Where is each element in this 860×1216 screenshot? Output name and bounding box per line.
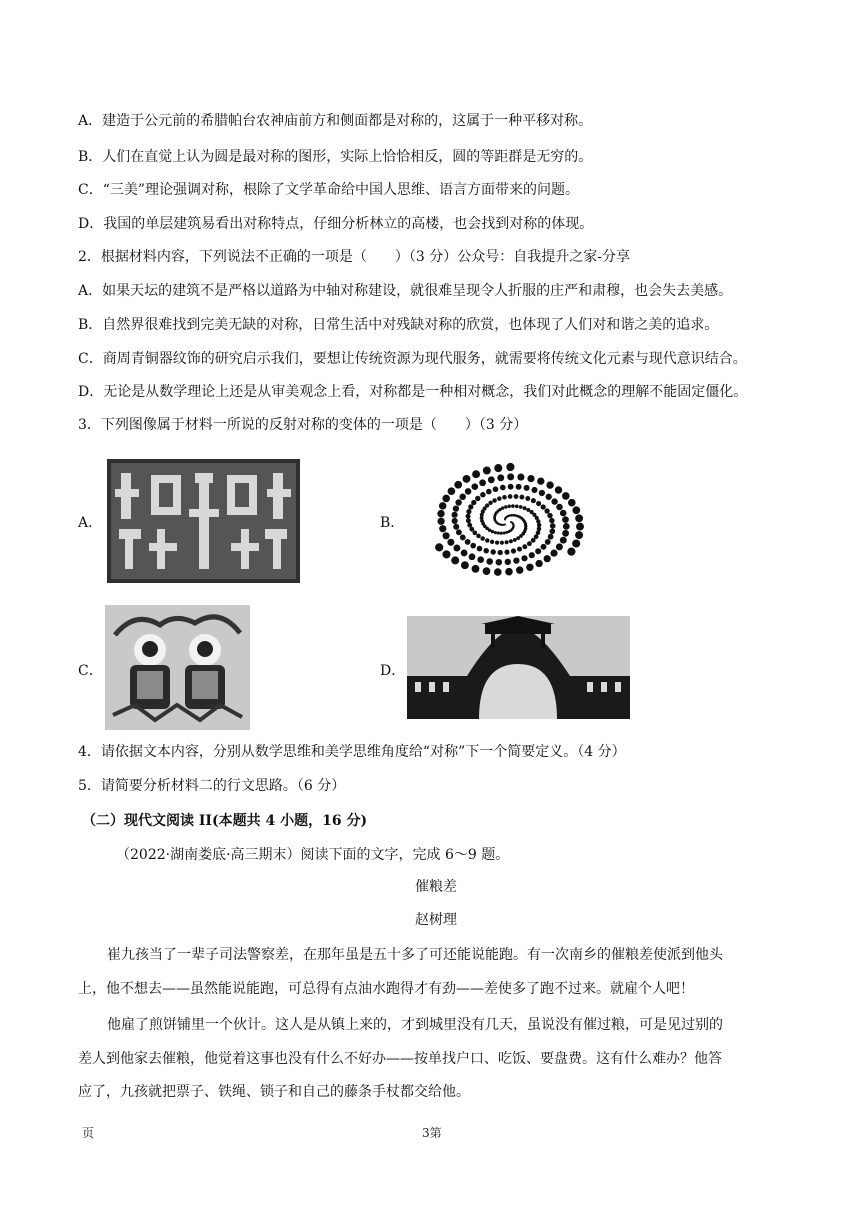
spiral-dot	[531, 487, 537, 493]
spiral-dot	[549, 528, 555, 534]
spiral-dot	[539, 490, 545, 496]
folk-art-image	[105, 605, 250, 730]
spiral-dot	[480, 536, 485, 541]
q1-option-d: D．我国的单层建筑易看出对称特点，仔细分析林立的高楼，也会找到对称的体现。	[78, 216, 594, 232]
spiral-dot	[562, 516, 569, 523]
spiral-dot	[453, 505, 459, 511]
spiral-dot	[563, 523, 570, 530]
spiral-dot	[448, 487, 456, 495]
spiral-dot	[555, 486, 563, 494]
q2-option-b: B．自然界很难找到完美无缺的对称，日常生活中对残缺对称的欣赏，也体现了人们对和谐之美的追求。	[78, 317, 719, 333]
passage-intro: （2022·湖南娄底·高三期末）阅读下面的文字，完成 6～9 题。	[116, 847, 510, 863]
spiral-dot	[544, 508, 549, 513]
spiral-dot	[472, 565, 480, 573]
bronze-rubbing-image	[107, 459, 300, 583]
spiral-dot	[526, 508, 530, 512]
spiral-dot	[485, 538, 489, 542]
spiral-dot	[508, 484, 514, 490]
paragraph-line: 崔九孩当了一辈子司法警察差，在那年虽是五十多了可还能说能跑。有一次南乡的催粮差使派到他头	[107, 947, 723, 963]
spiral-dot	[575, 514, 583, 522]
spiral-dot	[443, 532, 450, 539]
spiral-dot	[550, 550, 557, 557]
spiral-dot	[502, 495, 507, 500]
q2-option-d: D．无论是从数学理论上还是从审美观念上看，对称都是一种相对概念，我们对此概念的理解不能固定僵化。	[78, 384, 748, 400]
spiral-dot	[537, 478, 544, 485]
spiral-dot	[454, 481, 462, 489]
spiral-dot	[524, 485, 530, 491]
spiral-dot	[515, 504, 519, 508]
spiral-dot	[470, 543, 476, 549]
spiral-dot	[455, 499, 461, 505]
spiral-dot	[465, 488, 472, 495]
q1-option-b: B．人们在直觉上认为圆是最对称的图形，实际上恰恰相反，圆的等距群是无穷的。	[78, 149, 593, 165]
spiral-dot	[465, 539, 471, 545]
spiral-dot	[541, 544, 547, 550]
spiral-dot	[453, 524, 459, 530]
spiral-dot	[495, 540, 499, 544]
spiral-dot	[480, 492, 486, 498]
spiral-dot	[531, 498, 536, 503]
spiral-dot	[572, 506, 580, 514]
spiral-dot	[461, 549, 468, 556]
spiral-dot	[527, 541, 532, 546]
spiral-dot	[560, 537, 567, 544]
spiral-dot	[466, 509, 471, 514]
spiral-dot	[575, 531, 583, 539]
spiral-dot	[507, 473, 514, 480]
spiral-dot	[500, 541, 504, 545]
spiral-dot	[475, 496, 480, 501]
spiral-dot	[486, 558, 493, 565]
spiral-dot	[497, 496, 502, 501]
q3-stem: 3．下列图像属于材料一所说的反射对称的变体的一项是（ ）（3 分）	[78, 417, 528, 433]
spiral-dot	[437, 518, 444, 525]
spiral-dot	[494, 531, 497, 534]
paragraph-line: 应了，九孩就把票子、铁绳、锁子和自己的藤条手杖都交给他。	[78, 1084, 470, 1100]
spiral-dot	[503, 532, 506, 535]
spiral-dot	[477, 556, 484, 563]
spiral-dot	[500, 485, 506, 491]
paragraph-line: 上，他不想去——虽然能说能跑，可总得有点油水跑得才有劲——差使多了跑不过来。就雇个人吧！	[78, 981, 694, 997]
spiral-dot	[549, 518, 555, 524]
image-option-b-label: B．	[380, 515, 405, 531]
spiral-dot	[472, 470, 480, 478]
spiral-dot	[469, 553, 476, 560]
section-heading: （二）现代文阅读 II(本题共 4 小题，16 分)	[82, 813, 368, 829]
spiral-dot	[442, 495, 450, 503]
spiral-dot	[514, 494, 519, 499]
spiral-dot	[546, 494, 552, 500]
spiral-dot	[442, 550, 450, 558]
spiral-dot	[492, 498, 496, 502]
q2-option-c: C．商周青铜器纹饰的研究启示我们，要想让传统资源为现代服务，就需要将传统文化元素与现代意识结合。	[78, 351, 747, 367]
spiral-dot	[546, 481, 553, 488]
question-4: 4．请依据文本内容，分别从数学思维和美学思维角度给“对称”下一个简要定义。（4 分）	[78, 744, 626, 760]
spiral-dot	[460, 534, 466, 540]
spiral-dot	[544, 555, 551, 562]
spiral-dot	[506, 463, 514, 471]
spiral-dot	[439, 502, 447, 510]
spiral-dot	[535, 548, 541, 554]
spiral-dot	[500, 532, 503, 535]
spiral-dot	[509, 539, 513, 543]
spiral-dot	[517, 474, 524, 481]
spiral-dot	[536, 501, 541, 506]
spiral-dot	[494, 464, 502, 472]
spiral-dot	[531, 538, 536, 543]
spiral-dot	[497, 474, 504, 481]
q1-option-c: C．“三美”理论强调对称，根除了文学革命给中国人思维、语言方面带来的问题。	[78, 182, 580, 198]
spiral-dot	[452, 518, 458, 524]
spiral-dot	[541, 504, 546, 509]
spiral-dot	[513, 557, 519, 563]
footer-left: 页	[82, 1126, 95, 1140]
spiral-dot	[513, 538, 517, 542]
spiral-dot	[467, 523, 472, 528]
spiral-dot	[508, 494, 513, 499]
paragraph-line: 差人到他家去催粮，他觉着这事也没有什么不好办——按单找户口、吃饭、要盘费。这有什么难办？他答	[78, 1051, 722, 1067]
spiral-dot	[456, 529, 462, 535]
dot-spiral-image	[407, 448, 607, 596]
spiral-dot	[453, 545, 460, 552]
spiral-dot	[469, 527, 474, 532]
spiral-dot	[511, 504, 515, 508]
spiral-dot	[490, 549, 495, 554]
story-author: 赵树理	[415, 912, 457, 928]
spiral-dot	[562, 492, 570, 500]
spiral-dot	[562, 530, 569, 537]
spiral-dot	[435, 543, 443, 551]
image-option-c-label: C．	[78, 663, 103, 679]
spiral-dot	[483, 567, 491, 575]
q2-option-a: A．如果天坛的建筑不是严格以道路为中轴对称建设，就很难呈现令人折服的庄严和肃穆，也会失去美感。	[78, 283, 733, 299]
spiral-dot	[522, 544, 527, 549]
spiral-dot	[496, 559, 503, 566]
question-5: 5．请简要分析材料二的行文思路。（6 分）	[78, 778, 346, 794]
spiral-dot	[477, 546, 483, 552]
spiral-dot	[497, 532, 500, 535]
spiral-dot	[567, 547, 575, 555]
spiral-dot	[551, 498, 557, 504]
spiral-dot	[535, 560, 542, 567]
spiral-dot	[556, 543, 563, 550]
spiral-dot	[550, 523, 556, 529]
spiral-dot	[447, 539, 454, 546]
spiral-dot	[504, 549, 509, 554]
spiral-dot	[485, 503, 489, 507]
image-option-d-label: D．	[380, 663, 406, 679]
spiral-dot	[516, 566, 524, 574]
arch-bridge-image	[407, 616, 630, 719]
spiral-dot	[483, 548, 489, 554]
spiral-dot	[476, 534, 481, 539]
spiral-dot	[525, 496, 530, 501]
spiral-dot	[451, 512, 457, 518]
spiral-dot	[459, 494, 466, 501]
spiral-dot	[505, 531, 508, 534]
spiral-dot	[516, 536, 520, 540]
spiral-dot	[545, 539, 551, 545]
spiral-dot	[576, 523, 584, 531]
spiral-dot	[505, 559, 511, 565]
spiral-dot	[519, 505, 523, 509]
spiral-dot	[517, 547, 522, 552]
spiral-dot	[568, 499, 576, 507]
q2-stem: 2．根据材料内容，下列说法不正确的一项是（ ）（3 分）公众号：自我提升之家-分享	[78, 249, 630, 265]
spiral-dot	[439, 525, 446, 532]
spiral-dot	[483, 466, 491, 474]
spiral-dot	[548, 534, 554, 540]
paragraph-line: 他雇了煎饼铺里一个伙计。这人是从镇上来的，才到城里没有几天，虽说没有催过粮，可是见过别的	[107, 1017, 723, 1033]
spiral-dot	[437, 510, 444, 517]
spiral-dot	[511, 548, 516, 553]
spiral-dot	[523, 506, 527, 510]
spiral-dot	[516, 484, 522, 490]
spiral-dot	[556, 504, 563, 511]
image-option-a-label: A．	[78, 515, 103, 531]
spiral-dot	[451, 556, 459, 564]
spiral-dot	[547, 513, 552, 518]
spiral-dot	[466, 518, 471, 523]
spiral-dot	[466, 514, 471, 519]
spiral-dot	[560, 510, 567, 517]
spiral-dot	[468, 504, 473, 509]
spiral-dot	[504, 505, 507, 508]
spiral-dot	[537, 523, 541, 527]
spiral-dot	[537, 527, 542, 532]
spiral-dot	[488, 501, 492, 505]
spiral-dot	[493, 486, 499, 492]
spiral-dot	[488, 476, 495, 483]
spiral-dot	[498, 550, 503, 555]
spiral-dot	[486, 489, 492, 495]
spiral-dot	[463, 475, 471, 483]
spiral-dot	[505, 568, 513, 576]
spiral-dot	[471, 500, 476, 505]
spiral-dot	[490, 540, 494, 544]
spiral-dot	[479, 479, 486, 486]
spiral-dot	[572, 539, 580, 547]
spiral-dot	[526, 564, 533, 571]
spiral-dot	[501, 506, 504, 509]
page-number: 3第	[422, 1126, 442, 1140]
spiral-dot	[471, 483, 478, 490]
story-title: 催粮差	[415, 879, 457, 895]
spiral-dot	[527, 475, 534, 482]
spiral-dot	[505, 540, 509, 544]
spiral-dot	[461, 561, 469, 569]
spiral-dot	[529, 552, 535, 558]
spiral-dot	[507, 505, 511, 509]
q1-option-a: A．建造于公元前的希腊帕台农神庙前方和侧面都是对称的，这属于一种平移对称。	[78, 113, 593, 129]
spiral-dot	[494, 568, 502, 576]
spiral-dot	[521, 555, 527, 561]
spiral-dot	[519, 495, 524, 500]
